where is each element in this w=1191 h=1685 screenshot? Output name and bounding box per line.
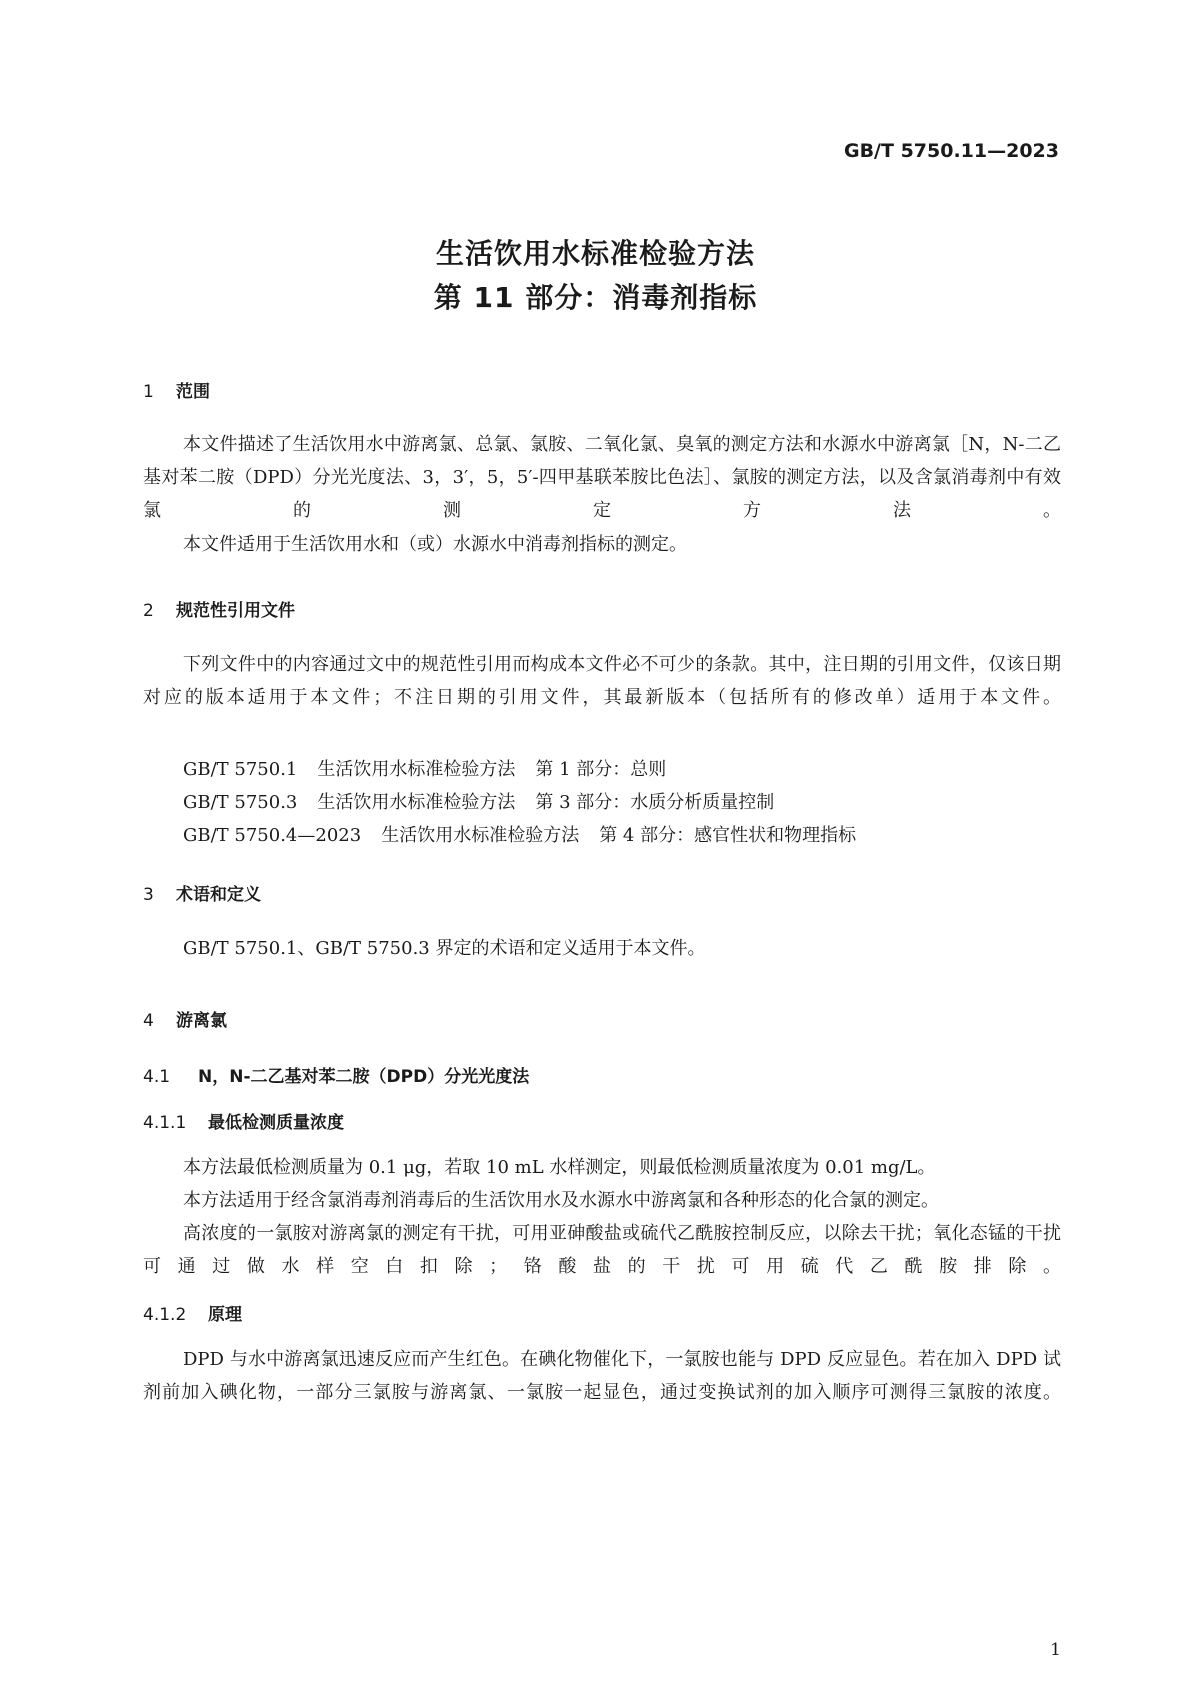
section-heading-1 <box>143 377 210 402</box>
reference-code: GB/T 5750.1 <box>183 759 298 780</box>
section-title: 术语和定义 <box>176 885 261 905</box>
subsection-number: 4.1.2 <box>143 1305 187 1325</box>
reference-part: 第 4 部分：感官性状和物理指标 <box>599 825 857 846</box>
principle-paragraph: DPD 与水中游离氯迅速反应而产生红色。在碘化物催化下，一氯胺也能与 DPD 反应显色。若在加入 DPD 试剂前加入碘化物，一部分三氯胺与游离氯、一氯胺一起显色，通过变换试剂的加入顺序可测得三氯胺的浓度。 <box>143 1349 1061 1403</box>
section-number: 3 <box>143 885 154 905</box>
subsection-title: 最低检测质量浓度 <box>208 1113 344 1133</box>
standard-code: GB/T 5750.11—2023 <box>843 140 1059 162</box>
subsection-heading-4-1-1 <box>143 1108 344 1133</box>
reference-title: 生活饮用水标准检验方法 <box>317 759 516 780</box>
subsection-title: 原理 <box>208 1305 242 1325</box>
section-title: 范围 <box>176 382 210 402</box>
reference-item <box>183 821 856 847</box>
section-heading-2 <box>143 596 295 621</box>
section-heading-4 <box>143 1006 227 1031</box>
scope-applicability: 本文件适用于生活饮用水和（或）水源水中消毒剂指标的测定。 <box>183 534 687 555</box>
subsection-number: 4.1.1 <box>143 1113 187 1133</box>
section-number: 2 <box>143 601 154 621</box>
interference-paragraph: 高浓度的一氯胺对游离氯的测定有干扰，可用亚砷酸盐或硫代乙酰胺控制反应，以除去干扰；氧化态锰的干扰可通过做水样空白扣除；铬酸盐的干扰可用硫代乙酰胺排除。 <box>143 1223 1061 1277</box>
section-heading-3 <box>143 880 261 905</box>
reference-title: 生活饮用水标准检验方法 <box>317 792 516 813</box>
subsection-heading-4-1-2 <box>143 1300 242 1325</box>
document-title: 生活饮用水标准检验方法 <box>435 237 755 270</box>
normative-references-paragraph: 下列文件中的内容通过文中的规范性引用而构成本文件必不可少的条款。其中，注日期的引用文件，仅该日期对应的版本适用于本文件；不注日期的引用文件，其最新版本（包括所有的修改单）适用于本文件。 <box>143 654 1061 708</box>
detection-limit-paragraph: 本方法最低检测质量为 0.1 μg，若取 10 mL 水样测定，则最低检测质量浓度为 0.01 mg/L。 <box>183 1157 936 1178</box>
terms-paragraph: GB/T 5750.1、GB/T 5750.3 界定的术语和定义适用于本文件。 <box>183 938 706 959</box>
reference-item <box>183 788 774 814</box>
scope-paragraph: 本文件描述了生活饮用水中游离氯、总氯、氯胺、二氧化氯、臭氧的测定方法和水源水中游离氯［N，N-二乙基对苯二胺（DPD）分光光度法、3，3′，5，5′-四甲基联苯胺比色法］、氯胺的测定方法，以及含氯消毒剂中有效氯的测定方法。 <box>143 434 1061 521</box>
applicability-paragraph: 本方法适用于经含氯消毒剂消毒后的生活饮用水及水源水中游离氯和各种形态的化合氯的测定。 <box>183 1190 939 1211</box>
reference-item <box>183 755 666 781</box>
subsection-heading-4-1 <box>143 1062 529 1087</box>
document-subtitle: 第 11 部分：消毒剂指标 <box>433 281 758 314</box>
section-title: 游离氯 <box>176 1011 227 1031</box>
section-title: 规范性引用文件 <box>176 601 295 621</box>
reference-part: 第 3 部分：水质分析质量控制 <box>535 792 775 813</box>
page-number: 1 <box>1050 1640 1061 1660</box>
subsection-number: 4.1 <box>143 1067 171 1087</box>
subsection-title: N，N-二乙基对苯二胺（DPD）分光光度法 <box>198 1067 530 1087</box>
reference-part: 第 1 部分：总则 <box>535 759 667 780</box>
section-number: 4 <box>143 1011 154 1031</box>
reference-title: 生活饮用水标准检验方法 <box>381 825 580 846</box>
section-number: 1 <box>143 382 154 402</box>
reference-code: GB/T 5750.4—2023 <box>183 825 362 846</box>
reference-code: GB/T 5750.3 <box>183 792 298 813</box>
